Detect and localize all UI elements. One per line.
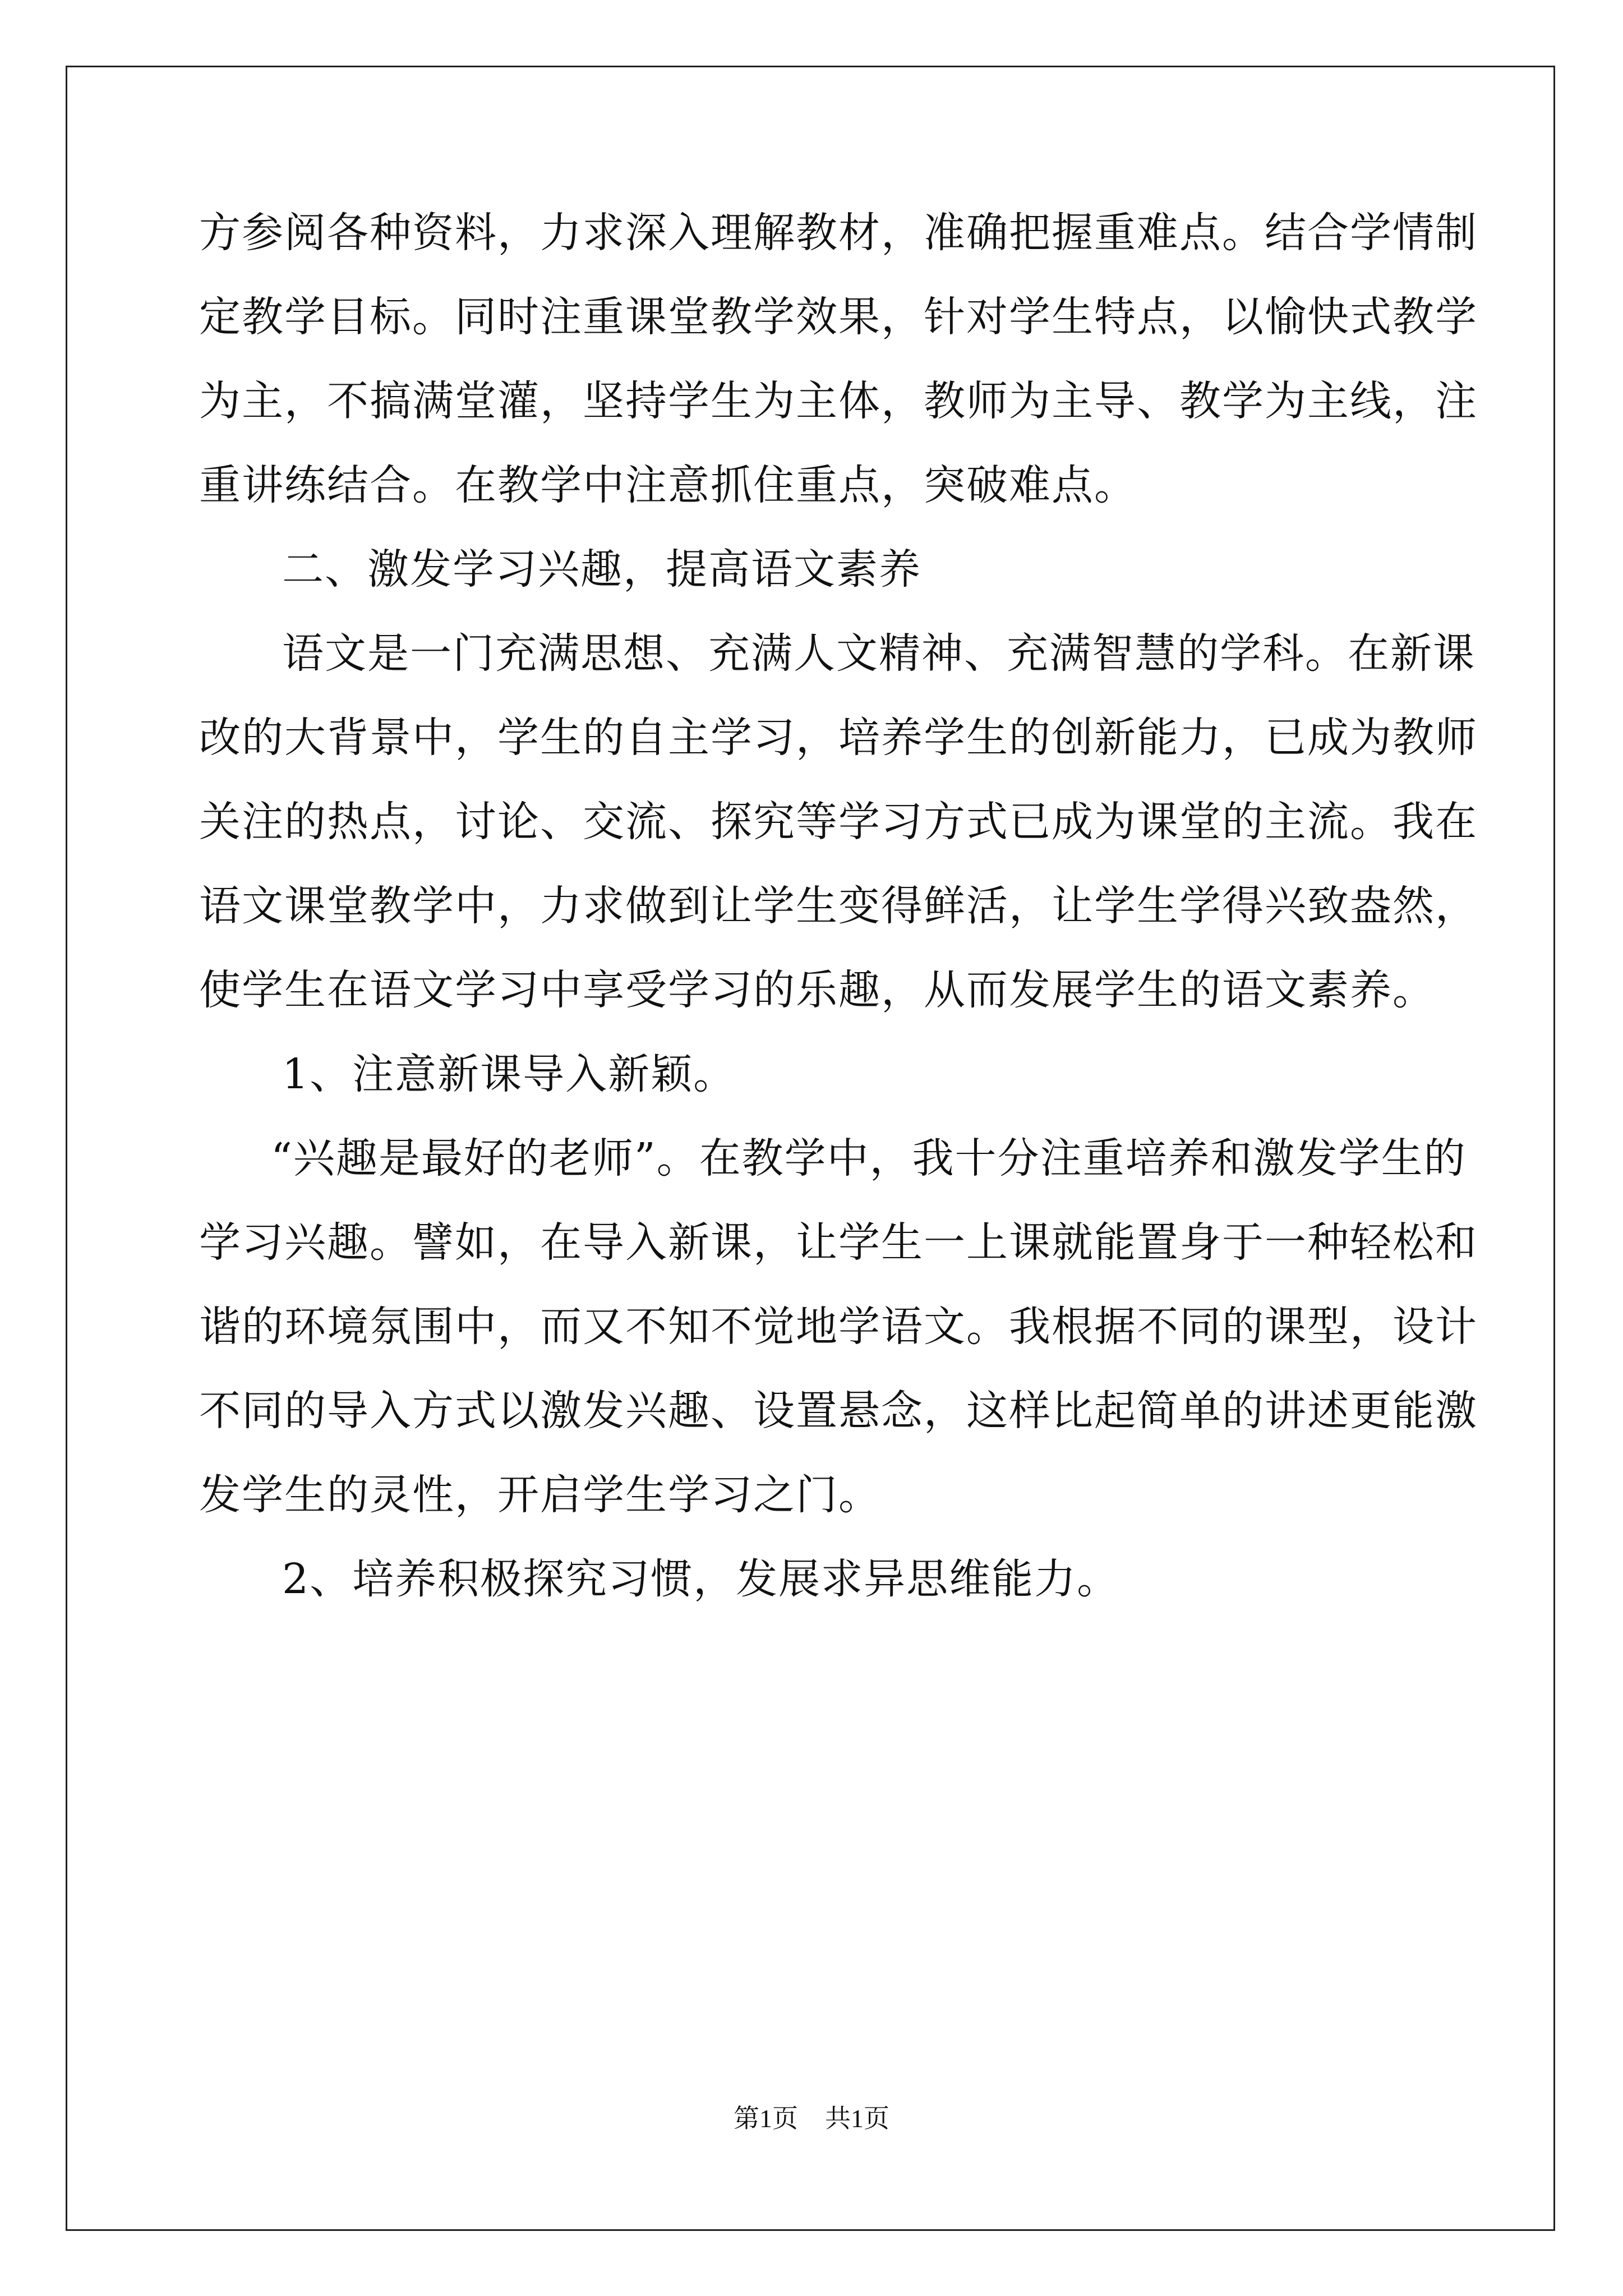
paragraph-line: 关注的热点，讨论、交流、探究等学习方式已成为课堂的主流。我在 [199, 798, 1478, 846]
paragraph-line: “兴趣是最好的老师”。在教学中，我十分注重培养和激发学生的 [271, 1134, 1467, 1182]
paragraph-line: 语文是一门充满思想、充满人文精神、充满智慧的学科。在新课 [282, 629, 1476, 678]
paragraph-line: 不同的导入方式以激发兴趣、设置悬念，这样比起简单的讲述更能激 [199, 1387, 1478, 1435]
subsection-heading: 2、培养积极探究习惯，发展求异思维能力。 [282, 1555, 1120, 1603]
section-heading: 二、激发学习兴趣，提高语文素养 [282, 545, 921, 593]
paragraph-line: 谐的环境氛围中，而又不知不觉地学语文。我根据不同的课型，设计 [199, 1303, 1478, 1351]
paragraph-line: 学习兴趣。譬如，在导入新课，让学生一上课就能置身于一种轻松和 [199, 1218, 1478, 1267]
paragraph-line: 语文课堂教学中，力求做到让学生变得鲜活，让学生学得兴致盎然， [199, 882, 1478, 930]
paragraph-line: 为主，不搞满堂灌，坚持学生为主体，教师为主导、教学为主线，注 [199, 377, 1478, 425]
paragraph-line: 重讲练结合。在教学中注意抓住重点，突破难点。 [199, 461, 1137, 509]
page-number-total: 共1页 [825, 2104, 889, 2133]
paragraph-line: 定教学目标。同时注重课堂教学效果，针对学生特点，以愉快式教学 [199, 293, 1478, 341]
subsection-heading: 1、注意新课导入新颖。 [282, 1050, 736, 1098]
page-footer [0, 2098, 1623, 2135]
page-number-current: 第1页 [734, 2104, 798, 2133]
paragraph-line: 改的大背景中，学生的自主学习，培养学生的创新能力，已成为教师 [199, 714, 1478, 762]
paragraph-line: 方参阅各种资料，力求深入理解教材，准确把握重难点。结合学情制 [199, 209, 1478, 257]
paragraph-line: 使学生在语文学习中享受学习的乐趣，从而发展学生的语文素养。 [199, 966, 1435, 1014]
paragraph-line: 发学生的灵性，开启学生学习之门。 [199, 1471, 881, 1519]
